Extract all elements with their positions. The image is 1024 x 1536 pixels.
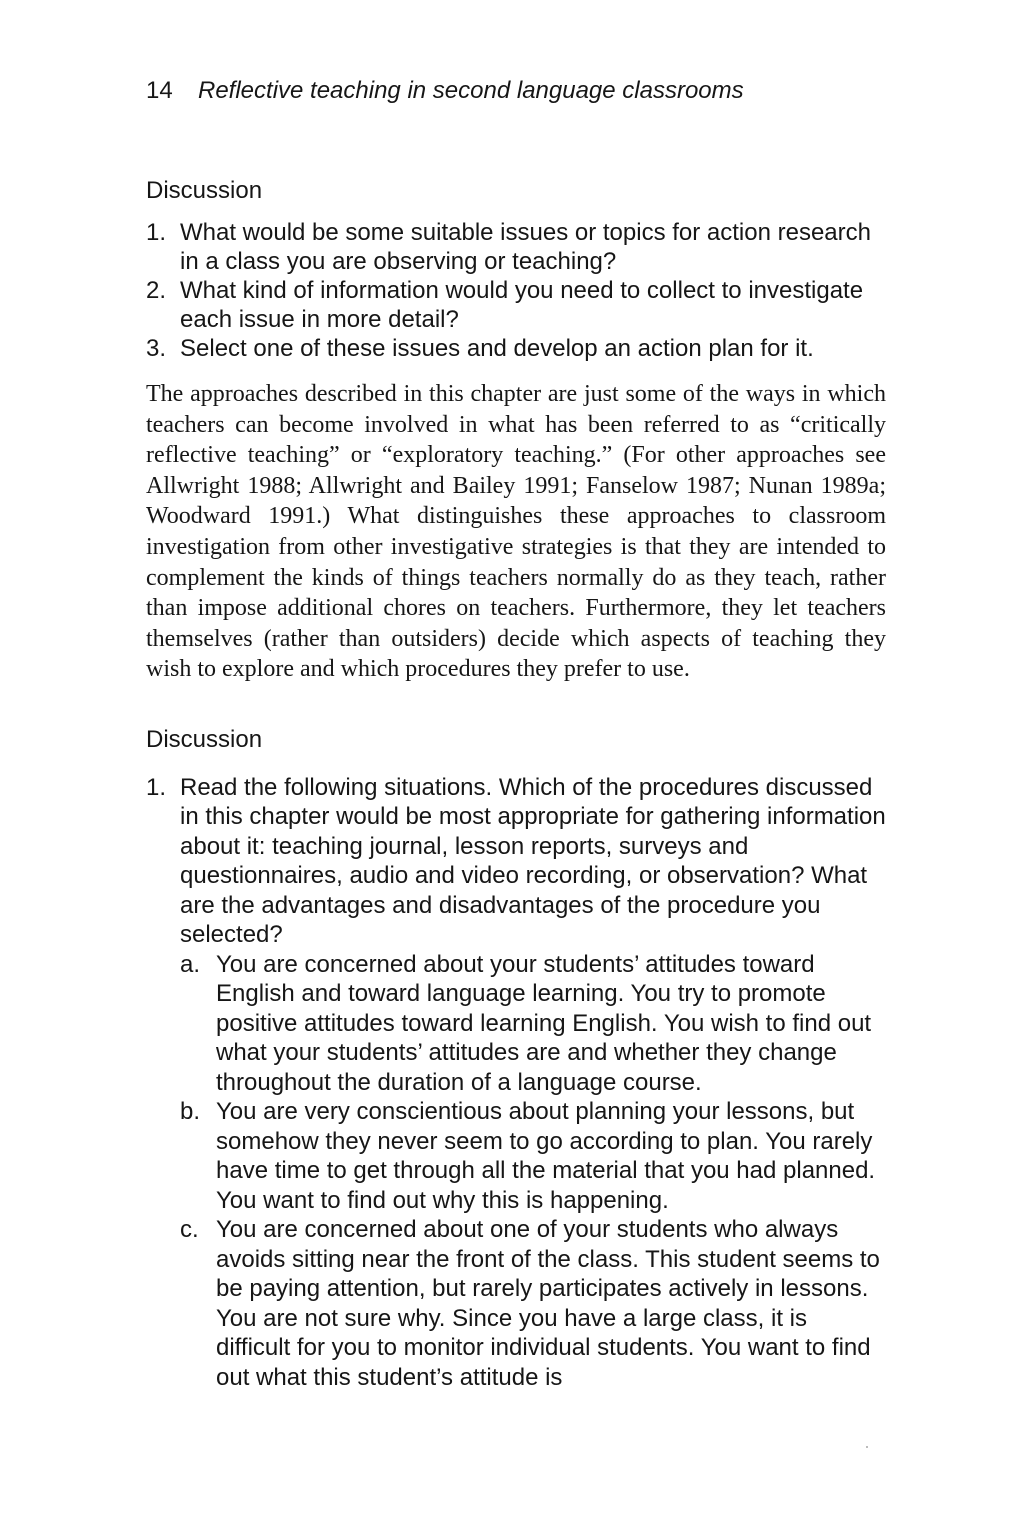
situation-letter: a.: [180, 950, 201, 978]
scan-speck: [866, 1446, 868, 1448]
situation-text: You are very conscientious about planning your lessons, but somehow they never seem to go according to plan. You rarely have time to get through all the material that you had planned. You want to find out why this is happening.: [216, 1098, 876, 1214]
item-number: 1.: [146, 219, 167, 246]
item-text: What kind of information would you need to collect to investigate each issue in more detail?: [180, 277, 864, 333]
discussion-1-list: [146, 218, 886, 363]
item-text: Select one of these issues and develop an action plan for it.: [180, 335, 814, 362]
item-number: 3.: [146, 335, 167, 362]
discussion-2-list: [146, 773, 886, 1393]
situation-text: You are concerned about your students’ attitudes toward English and toward language learning. You try to promote positive attitudes toward learning English. You wish to find out what your students’ attitudes are and whether they change throughout the duration of a language course.: [216, 950, 872, 1096]
book-page: [146, 76, 886, 1392]
page-number: 14: [146, 77, 173, 104]
body-paragraph: The approaches described in this chapter are just some of the ways in which teachers can become involved in what has been referred to as “critically reflective teaching” or “exploratory teaching.” (For other approaches see Allwright 1988; Allwright and Bailey 1991; Fanselow 1987; Nunan 1989a; Woodward 1991.) What distinguishes these approaches to classroom investigation from other investigative strategies is that they are intended to complement the kinds of things teachers normally do as they teach, rather than impose additional chores on teachers. Furthermore, they let teachers themselves (rather than outsiders) decide which aspects of teaching they wish to explore and which procedures they prefer to use.: [146, 381, 886, 683]
discussion-1-item: [146, 276, 886, 334]
situation-item: [180, 1097, 886, 1215]
situation-item: [180, 950, 886, 1098]
discussion-heading-1: Discussion: [146, 177, 263, 204]
discussion-2-item: [146, 773, 886, 1393]
discussion-heading-2: Discussion: [146, 725, 263, 753]
situation-letter: b.: [180, 1098, 201, 1126]
situation-item: [180, 1215, 886, 1392]
situation-letter: c.: [180, 1216, 199, 1244]
book-title: Reflective teaching in second language classrooms: [198, 77, 744, 104]
item-number: 1.: [146, 773, 167, 801]
item-text: What would be some suitable issues or topics for action research in a class you are observing or teaching?: [180, 219, 871, 275]
situations-list: [180, 950, 886, 1393]
item-number: 2.: [146, 277, 167, 304]
discussion-1-item: [146, 218, 886, 276]
running-head: [146, 76, 886, 106]
item-text: Read the following situations. Which of the procedures discussed in this chapter would be most appropriate for gathering information about it: teaching journal, lesson reports, surveys and questionnaires, audio and video recording, or observation? What are the advantages and disadvantages of the procedure you selected?: [180, 773, 886, 949]
situation-text: You are concerned about one of your students who always avoids sitting near the front of the class. This student seems to be paying attention, but rarely participates actively in lessons. You are not sure why. Since you have a large class, it is difficult for you to monitor individual students. You want to find out what this student’s attitude is: [216, 1216, 880, 1391]
discussion-1-item: [146, 334, 886, 363]
